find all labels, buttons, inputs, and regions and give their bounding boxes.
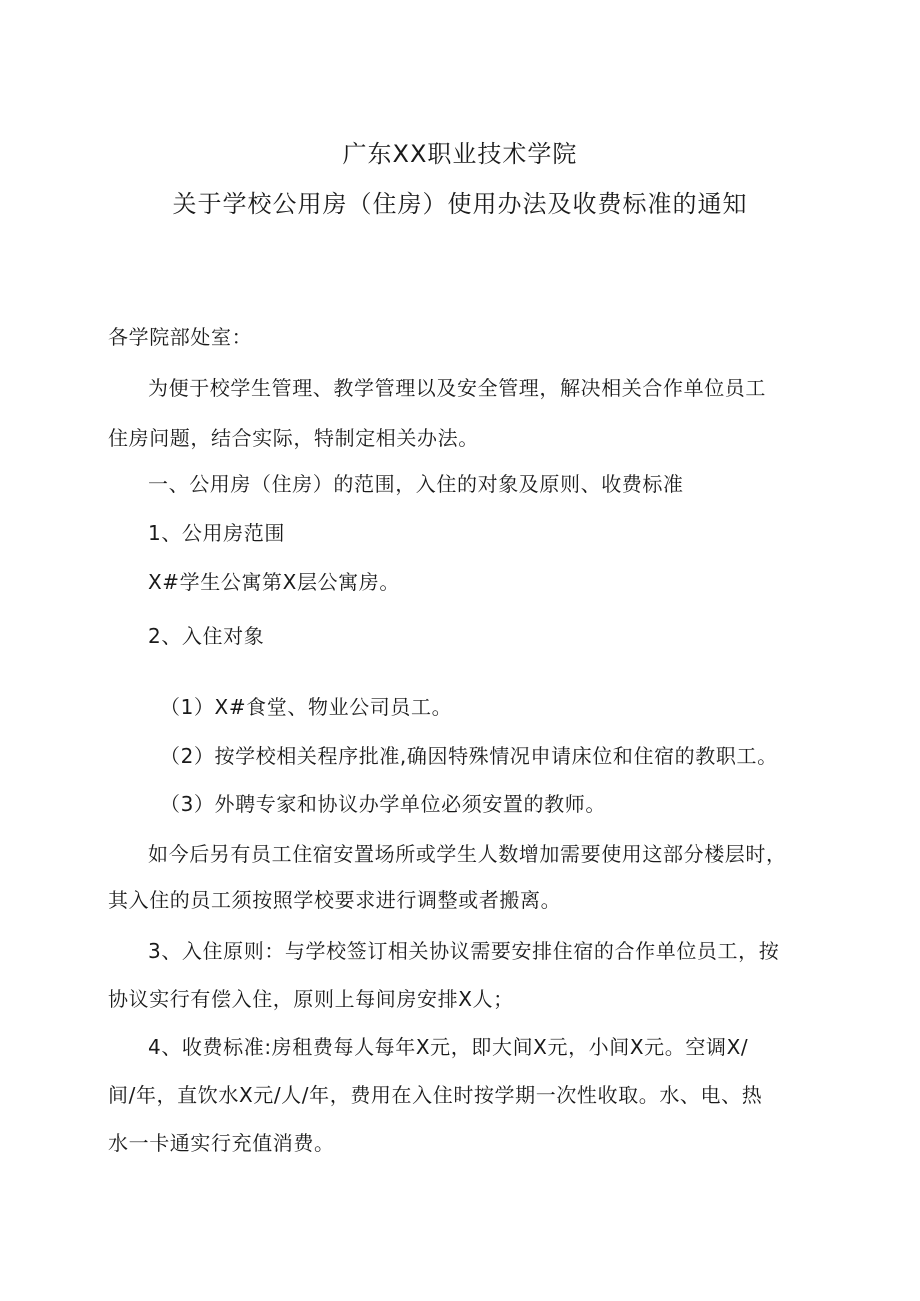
item1-content: X#学生公寓第X层公寓房。 — [148, 570, 400, 594]
document-title-line1: 广东XX职业技术学院 — [342, 140, 578, 168]
item4-line2: 间/年，直饮水X元/人/年，费用在入住时按学期一次性收取。水、电、热 — [108, 1083, 763, 1107]
item3-line1: 3、入住原则：与学校签订相关协议需要安排住宿的合作单位员工，按 — [148, 939, 780, 963]
section1-heading: 一、公用房（住房）的范围，入住的对象及原则、收费标准 — [148, 472, 684, 496]
item4-line3: 水一卡通实行充值消费。 — [108, 1131, 335, 1155]
item2-subitem3: （3）外聘专家和协议办学单位必须安置的教师。 — [160, 792, 606, 816]
item1-heading: 1、公用房范围 — [148, 521, 285, 545]
salutation: 各学院部处室： — [108, 325, 253, 349]
item3-line2: 协议实行有偿入住，原则上每间房安排X人； — [108, 987, 514, 1011]
intro-paragraph-line2: 住房问题，结合实际，特制定相关办法。 — [108, 426, 479, 450]
note-paragraph-line2: 其入住的员工须按照学校要求进行调整或者搬离。 — [108, 888, 562, 912]
item2-subitem2: （2）按学校相关程序批准,确因特殊情况申请床位和住宿的教职工。 — [160, 744, 778, 768]
item2-subitem1: （1）X#食堂、物业公司员工。 — [160, 695, 453, 719]
note-paragraph-line1: 如今后另有员工住宿安置场所或学生人数增加需要使用这部分楼层时， — [148, 842, 787, 866]
intro-paragraph-line1: 为便于校学生管理、教学管理以及安全管理，解决相关合作单位员工 — [148, 376, 766, 400]
item2-heading: 2、入住对象 — [148, 624, 265, 648]
item4-line1: 4、收费标准:房租费每人每年X元，即大间X元，小间X元。空调X/ — [148, 1035, 749, 1059]
document-title-line2: 关于学校公用房（住房）使用办法及收费标准的通知 — [172, 190, 748, 218]
